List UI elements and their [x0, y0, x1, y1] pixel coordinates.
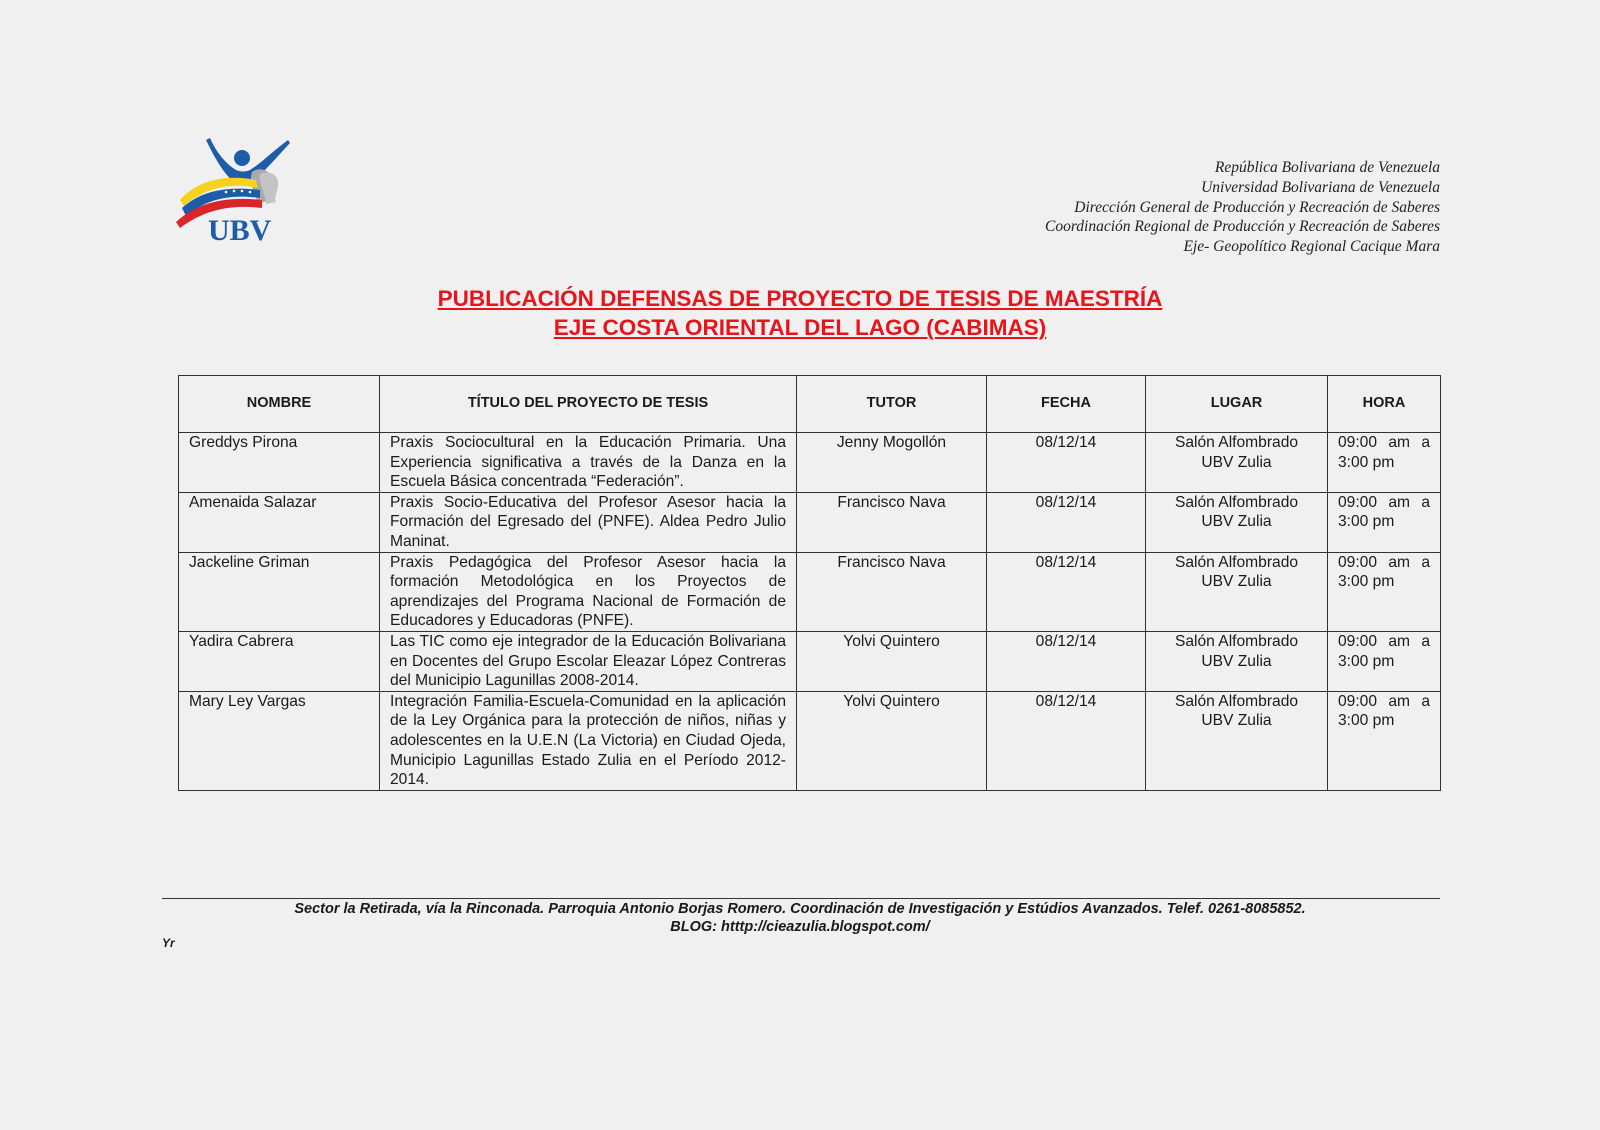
header-line: Dirección General de Producción y Recreación de Saberes [1074, 198, 1440, 216]
cell-hora: 09:00 am a 3:00 pm [1328, 691, 1441, 790]
lugar-line: Salón Alfombrado [1174, 692, 1299, 710]
cell-hora: 09:00 am a 3:00 pm [1328, 433, 1441, 493]
cell-tutor: Yolvi Quintero [797, 691, 987, 790]
cell-lugar [1146, 691, 1328, 790]
cell-nombre: Mary Ley Vargas [179, 691, 380, 790]
col-header-titulo: TÍTULO DEL PROYECTO DE TESIS [380, 376, 797, 433]
ubv-logo [176, 134, 296, 246]
cell-hora: 09:00 am a 3:00 pm [1328, 631, 1441, 691]
lugar-line: Salón Alfombrado [1174, 553, 1299, 571]
table-row [179, 552, 1441, 631]
cell-tutor: Jenny Mogollón [797, 433, 987, 493]
lugar-line: UBV Zulia [1201, 513, 1272, 531]
cell-titulo: Integración Familia-Escuela-Comunidad en la aplicación de la Ley Orgánica para la protección de niños, niñas y adolescentes en la U.E.N (La Victoria) en Ciudad Ojeda, Municipio Lagunillas Estado Zulia en el Período 2012-2014. [380, 691, 797, 790]
header-line: Universidad Bolivariana de Venezuela [1201, 178, 1440, 196]
cell-fecha: 08/12/14 [987, 631, 1146, 691]
lugar-line: Salón Alfombrado [1174, 632, 1299, 650]
cell-titulo: Las TIC como eje integrador de la Educación Bolivariana en Docentes del Grupo Escolar Eleazar López Contreras del Municipio Lagunillas 2008-2014. [380, 631, 797, 691]
cell-hora: 09:00 am a 3:00 pm [1328, 492, 1441, 552]
title-line-1: PUBLICACIÓN DEFENSAS DE PROYECTO DE TESIS DE MAESTRÍA [437, 286, 1163, 311]
cell-titulo: Praxis Pedagógica del Profesor Asesor hacia la formación Metodológica en los Proyectos de aprendizajes del Programa Nacional de Formación de Educadores y Educadoras (PNFE). [380, 552, 797, 631]
cell-lugar [1146, 492, 1328, 552]
table-row [179, 492, 1441, 552]
table-header-row [179, 376, 1441, 433]
cell-nombre: Jackeline Griman [179, 552, 380, 631]
col-header-fecha: FECHA [987, 376, 1146, 433]
cell-tutor: Francisco Nava [797, 552, 987, 631]
cell-lugar [1146, 631, 1328, 691]
lugar-line: Salón Alfombrado [1174, 434, 1299, 451]
table-row [179, 691, 1441, 790]
logo-text: UBV [208, 214, 272, 246]
footer-divider [162, 898, 1440, 899]
lugar-line: UBV Zulia [1201, 652, 1272, 670]
lugar-line: UBV Zulia [1201, 573, 1272, 591]
lugar-line: UBV Zulia [1201, 712, 1272, 730]
lugar-line: UBV Zulia [1201, 453, 1272, 471]
table-row [179, 631, 1441, 691]
thesis-defense-table [178, 375, 1441, 791]
col-header-hora: HORA [1328, 376, 1441, 433]
cell-nombre: Amenaida Salazar [179, 492, 380, 552]
footer-address: Sector la Retirada, vía la Rinconada. Parroquia Antonio Borjas Romero. Coordinación de Investigación y Estúdios Avanzados. Telef. 0261-8085852. [294, 901, 1306, 917]
cell-fecha: 08/12/14 [987, 433, 1146, 493]
cell-titulo: Praxis Sociocultural en la Educación Primaria. Una Experiencia significativa a través de la Danza en la Escuela Básica concentrada “Federación”. [380, 433, 797, 493]
page-title [0, 284, 1600, 342]
header-line: Eje- Geopolítico Regional Cacique Mara [1183, 238, 1440, 256]
ubv-emblem-icon [176, 134, 296, 246]
cell-tutor: Francisco Nava [797, 492, 987, 552]
footer-blog-link: BLOG: htttp://cieazulia.blogspot.com/ [670, 919, 930, 935]
cell-fecha: 08/12/14 [987, 691, 1146, 790]
cell-nombre: Greddys Pirona [179, 433, 380, 493]
col-header-tutor: TUTOR [797, 376, 987, 433]
title-line-2: EJE COSTA ORIENTAL DEL LAGO (CABIMAS) [553, 315, 1047, 340]
cell-fecha: 08/12/14 [987, 552, 1146, 631]
cell-lugar [1146, 433, 1328, 493]
cell-fecha: 08/12/14 [987, 492, 1146, 552]
institution-header [1045, 158, 1440, 257]
lugar-line: Salón Alfombrado [1174, 493, 1299, 511]
header-line: Coordinación Regional de Producción y Recreación de Saberes [1044, 218, 1440, 236]
table-row [179, 433, 1441, 493]
author-initials: Yr [162, 936, 175, 950]
col-header-nombre: NOMBRE [179, 376, 380, 433]
cell-lugar [1146, 552, 1328, 631]
footer [0, 900, 1600, 936]
header-line: República Bolivariana de Venezuela [1214, 159, 1440, 176]
cell-tutor: Yolvi Quintero [797, 631, 987, 691]
cell-hora: 09:00 am a 3:00 pm [1328, 552, 1441, 631]
cell-nombre: Yadira Cabrera [179, 631, 380, 691]
cell-titulo: Praxis Socio-Educativa del Profesor Asesor hacia la Formación del Egresado del (PNFE). Aldea Pedro Julio Maninat. [380, 492, 797, 552]
col-header-lugar: LUGAR [1146, 376, 1328, 433]
